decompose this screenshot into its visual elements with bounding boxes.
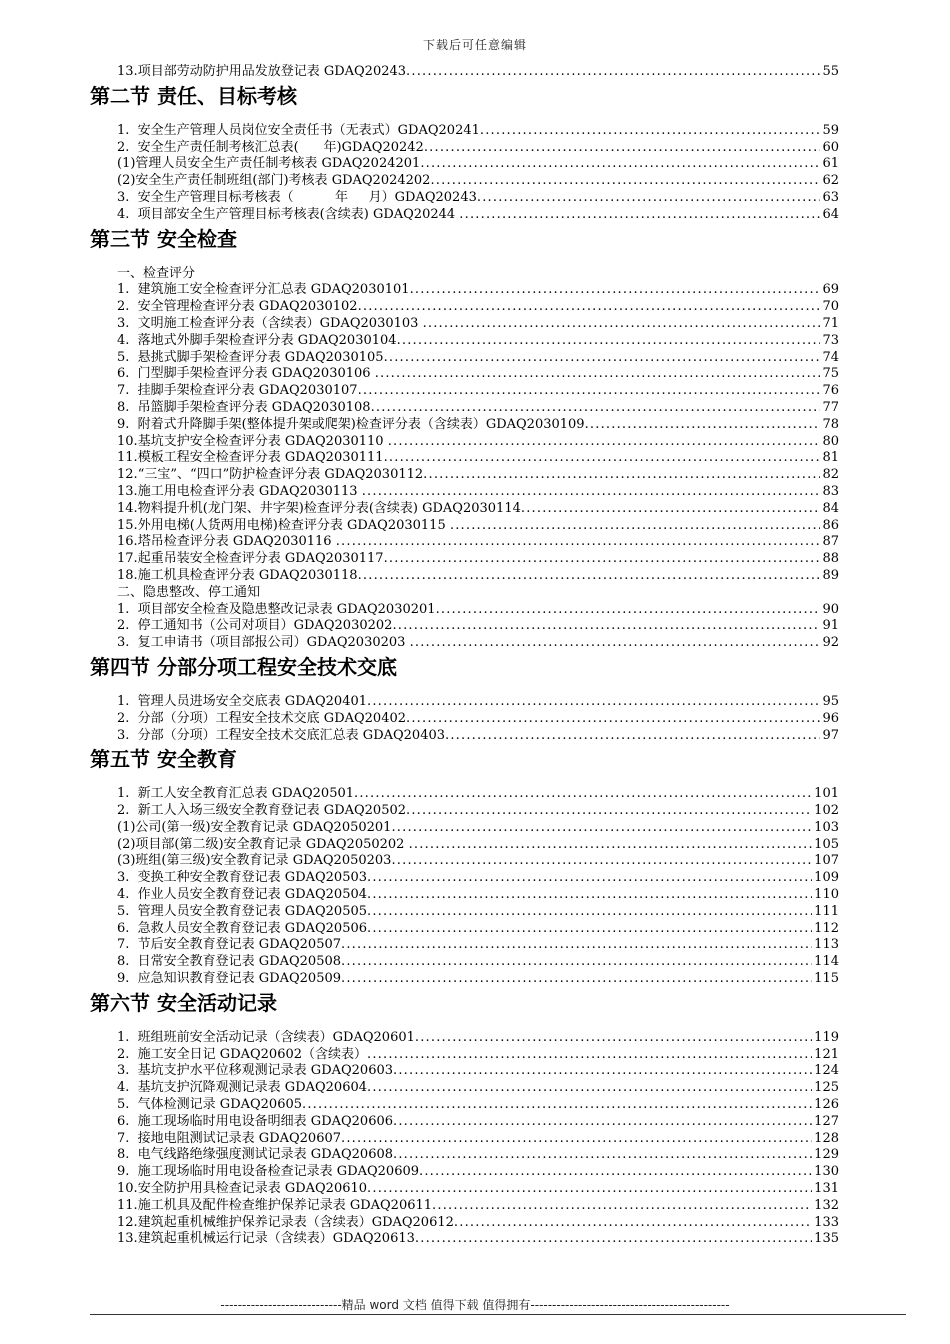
toc-entry-title: 施工现场临时用电设备明细表 GDAQ20606 [137,1113,394,1129]
toc-entry-number: 16. [117,534,138,550]
toc-page-number: 92 [822,635,839,651]
toc-entry-title: 作业人员安全教育登记表 GDAQ20504 [137,887,368,903]
toc-page-number: 69 [822,282,839,298]
toc-entry-title: (2)安全生产责任制班组(部门)考核表 GDAQ2024202 [117,173,431,189]
toc-entry-number: 11. [117,1197,138,1213]
toc-entry-number: 13. [117,64,138,79]
toc-entry-number: 17. [117,551,138,567]
toc-page-number: 62 [822,173,839,189]
footer-text: ----------------------------精品 word 文档 值得下载 值得拥有---------------------------------------------- [220,1298,730,1312]
toc-leader-dots [420,156,820,173]
toc-entry[interactable] [117,534,839,551]
toc-entry[interactable] [117,635,839,652]
toc-entry-title: 班组班前安全活动记录（含续表）GDAQ20601 [137,1029,415,1045]
toc-page-number: 112 [814,920,839,936]
toc-leader-dots [375,366,821,383]
toc-entry-number: 2. [117,139,138,155]
toc-entry-title: 挂脚手架检查评分表 GDAQ2030107 [137,383,358,399]
subsection-label-text: 二、隐患整改、停工通知 [117,584,261,600]
toc-entry-number: 8. [117,399,138,415]
toc-entry[interactable] [117,1231,839,1248]
toc-page-number: 73 [822,332,839,348]
toc-entry-number: 10. [117,1181,138,1197]
toc-entry-number: 12. [117,467,138,483]
toc-page-number: 84 [822,500,839,516]
toc-entry-title: 新工人入场三级安全教育登记表 GDAQ20502 [137,803,407,819]
toc-entry-number: 1. [117,122,138,138]
section-heading: 第三节 安全检查 [90,226,237,251]
toc-leader-dots [391,820,812,837]
toc-page-number: 131 [814,1181,839,1197]
toc-leader-dots [367,694,820,711]
toc-entry-number: 3. [117,635,138,651]
toc-entry-number: 6. [117,920,138,936]
toc-leader-dots [393,1147,812,1164]
toc-entry[interactable] [117,1147,839,1164]
toc-entry-title: “三宝”、“四口”防护检查评分表 GDAQ2030112 [137,467,424,483]
toc-entry-number: 12. [117,1214,138,1230]
toc-page-number: 95 [822,693,839,709]
toc-entry-number: 1. [117,601,138,617]
toc-entry-title: 基坑支护水平位移观测记录表 GDAQ20603 [137,1063,394,1079]
toc-leader-dots [341,954,812,971]
toc-entry-title: 停工通知书（公司对项目）GDAQ2030202 [137,618,393,634]
toc-entry-title: 分部（分项）工程安全技术交底 GDAQ20402 [137,710,407,726]
toc-entry-title: 附着式升降脚手架(整体提升架或爬架)检查评分表（含续表）GDAQ2030109 [137,416,585,432]
toc-leader-dots [423,467,820,484]
toc-leader-dots [393,1114,812,1131]
toc-leader-dots [410,635,821,652]
toc-entry-number: 1. [117,282,138,298]
toc-leader-dots [393,1063,812,1080]
section-heading: 第二节 责任、目标考核 [90,83,297,108]
toc-entry[interactable] [117,518,839,535]
toc-entry-title: 文明施工检查评分表（含续表）GDAQ2030103 [137,315,423,331]
toc-page-number: 110 [814,887,839,903]
toc-entry-number: 9. [117,1164,138,1180]
toc-entry-title: 门型脚手架检查评分表 GDAQ2030106 [137,366,375,382]
toc-entry-number: 7. [117,937,138,953]
toc-entry[interactable] [117,887,839,904]
toc-page-number: 126 [814,1097,839,1113]
toc-leader-dots [585,417,821,434]
toc-entry[interactable] [117,568,839,585]
toc-entry-number: 14. [117,500,138,516]
toc-leader-dots [367,921,812,938]
toc-leader-dots [341,937,812,954]
toc-entry[interactable] [117,316,839,333]
toc-entry-title: 建筑起重机械运行记录（含续表）GDAQ20613 [137,1231,415,1247]
toc-entry[interactable] [117,366,839,383]
toc-entry[interactable] [117,820,839,837]
toc-entry-title: 施工机具及配件检查维护保养记录表 GDAQ20611 [137,1197,433,1213]
toc-page-number: 76 [822,383,839,399]
toc-page-number: 96 [822,710,839,726]
toc-leader-dots [384,551,821,568]
toc-entry-title: 分部（分项）工程安全技术交底汇总表 GDAQ20403 [137,727,446,743]
toc-entry[interactable] [117,333,839,350]
toc-leader-dots [521,501,821,518]
toc-entry-number: 9. [117,416,138,432]
toc-leader-dots [450,518,821,535]
toc-entry[interactable] [117,140,839,157]
toc-leader-dots [367,1080,812,1097]
toc-entry-title: 安全管理检查评分表 GDAQ2030102 [137,299,358,315]
toc-entry-number: 4. [117,206,138,222]
toc-entry[interactable] [117,173,839,190]
toc-entry-number: 11. [117,450,138,466]
toc-entry-title: 外用电梯(人货两用电梯)检查评分表 GDAQ2030115 [137,517,450,533]
toc-leader-dots [454,1215,812,1232]
toc-entry[interactable] [117,383,839,400]
toc-page-number: 70 [822,299,839,315]
toc-entry-title: 接地电阻测试记录表 GDAQ20607 [137,1130,342,1146]
toc-page-number: 128 [814,1130,839,1146]
toc-entry-number: 6. [117,366,138,382]
toc-leader-dots [419,1164,812,1181]
toc-entry-number: 5. [117,349,138,365]
toc-entry-title: 变换工种安全教育登记表 GDAQ20503 [137,870,368,886]
toc-page-number: 121 [814,1046,839,1062]
toc-leader-dots [358,383,821,400]
toc-entry-title: 建筑施工安全检查评分汇总表 GDAQ2030101 [137,282,410,298]
toc-page-number: 86 [822,517,839,533]
toc-leader-dots [392,618,820,635]
toc-page-number: 71 [822,315,839,331]
toc-leader-dots [367,887,812,904]
toc-entry-title: 管理人员安全教育登记表 GDAQ20505 [137,903,368,919]
toc-entry-number: 2. [117,803,138,819]
toc-entry-title: 复工申请书（项目部报公司）GDAQ2030203 [137,635,410,651]
toc-entry-title: 落地式外脚手架检查评分表 GDAQ2030104 [137,332,397,348]
subsection-label [117,266,839,283]
toc-entry-number: 18. [117,567,138,583]
toc-entry[interactable] [117,190,839,207]
toc-leader-dots [358,299,821,316]
toc-page-number: 89 [822,567,839,583]
toc-entry-number: 5. [117,903,138,919]
toc-entry-title: 项目部安全检查及隐患整改记录表 GDAQ2030201 [137,601,436,617]
toc-page-number: 102 [814,803,839,819]
toc-entry[interactable] [117,853,839,870]
toc-entry-title: 安全生产管理人员岗位安全责任书（无表式）GDAQ20241 [137,122,480,138]
toc-page-number: 124 [814,1063,839,1079]
toc-entry-title: 管理人员进场安全交底表 GDAQ20401 [137,693,368,709]
toc-leader-dots [367,904,812,921]
toc-entry-title: 施工机具检查评分表 GDAQ2030118 [137,567,358,583]
toc-entry-title: (3)班组(第三级)安全教育记录 GDAQ2050203 [117,853,392,869]
toc-entry[interactable] [117,1030,839,1047]
toc-entry[interactable] [117,618,839,635]
toc-entry-number: 4. [117,1080,138,1096]
toc-entry-number: 2. [117,1046,138,1062]
section-heading: 第五节 安全教育 [90,747,237,772]
toc-page-number: 63 [822,189,839,205]
toc-entry[interactable] [117,921,839,938]
toc-entry[interactable] [117,602,839,619]
toc-leader-dots [388,434,821,451]
toc-leader-dots [397,333,821,350]
toc-leader-dots [406,64,820,81]
toc-entry-number: 3. [117,1063,138,1079]
toc-page-number: 80 [822,433,839,449]
toc-page-number: 135 [814,1231,839,1247]
toc-entry-title: 基坑支护安全检查评分表 GDAQ2030110 [137,433,388,449]
toc-entry-number: 1. [117,786,138,802]
toc-entry-title: 塔吊检查评分表 GDAQ2030116 [137,534,336,550]
toc-entry[interactable] [117,1080,839,1097]
toc-leader-dots [358,568,821,585]
toc-entry-title: (1)公司(第一级)安全教育记录 GDAQ2050201 [117,819,392,835]
toc-entry[interactable] [117,694,839,711]
toc-entry-title: 施工安全日记 GDAQ20602（含续表） [137,1046,368,1062]
toc-entry[interactable] [117,299,839,316]
toc-entry-title: 急救人员安全教育登记表 GDAQ20506 [137,920,368,936]
toc-leader-dots [341,1131,812,1148]
toc-entry-number: 3. [117,727,138,743]
toc-leader-dots [367,870,812,887]
toc-leader-dots [477,190,821,207]
toc-page-number: 109 [814,870,839,886]
toc-page-number: 75 [822,366,839,382]
toc-leader-dots [432,1198,812,1215]
toc-entry-title: 项目部安全生产管理目标考核表(含续表) GDAQ20244 [137,206,460,222]
toc-entry-number: 13. [117,1231,138,1247]
toc-entry-number: 9. [117,971,138,987]
toc-entry[interactable] [117,501,839,518]
section-heading: 第六节 安全活动记录 [90,990,277,1015]
toc-entry-number: 4. [117,887,138,903]
toc-page-number: 101 [814,786,839,802]
toc-page-number: 74 [822,349,839,365]
toc-entry-title: 起重吊装安全检查评分表 GDAQ2030117 [137,551,384,567]
header-note: 下载后可任意编辑 [422,38,527,52]
subsection-label-text: 一、检查评分 [117,265,196,281]
toc-entry-number: 2. [117,299,138,315]
toc-entry-title: 吊篮脚手架检查评分表 GDAQ2030108 [137,399,371,415]
toc-page-number: 105 [814,836,839,852]
section-spacer [117,682,839,694]
section-heading: 第四节 分部分项工程安全技术交底 [90,654,397,679]
toc-entry[interactable] [117,350,839,367]
toc-page-number: 87 [822,534,839,550]
toc-entry-number: 8. [117,954,138,970]
section-spacer [117,254,839,266]
toc-leader-dots [423,316,821,333]
toc-entry[interactable] [117,64,839,81]
toc-leader-dots [371,400,821,417]
toc-entry-title: 施工用电检查评分表 GDAQ2030113 [137,483,362,499]
toc-leader-dots [445,728,820,745]
toc-entry-number: 5. [117,1097,138,1113]
toc-entry-title: (2)项目部(第二级)安全教育记录 GDAQ2050202 [117,836,409,852]
toc-page-number: 90 [822,601,839,617]
toc-entry[interactable] [117,450,839,467]
toc-page-number: 113 [814,937,839,953]
toc-leader-dots [354,786,812,803]
toc-leader-dots [410,282,821,299]
toc-entry-number: 1. [117,693,138,709]
toc-page-number: 61 [822,156,839,172]
toc-entry[interactable] [117,786,839,803]
toc-page-number: 103 [814,819,839,835]
toc-page-number: 111 [814,903,839,919]
toc-entry[interactable] [117,711,839,728]
toc-page-number: 107 [814,853,839,869]
toc-entry[interactable] [117,282,839,299]
toc-entry-number: 15. [117,517,138,533]
toc-entry[interactable] [117,870,839,887]
toc-leader-dots [415,1231,812,1248]
toc-entry[interactable] [117,156,839,173]
toc-page-number: 83 [822,483,839,499]
toc-page-number: 77 [822,399,839,415]
toc-entry-number: 3. [117,315,138,331]
footer-rule [90,1314,906,1315]
toc-page-number: 78 [822,416,839,432]
toc-page-number: 91 [822,618,839,634]
toc-leader-dots [384,350,821,367]
toc-page-number: 119 [814,1029,839,1045]
toc-entry[interactable] [117,937,839,954]
toc-entry[interactable] [117,1114,839,1131]
toc-entry[interactable] [117,123,839,140]
toc-entry-title: 模板工程安全检查评分表 GDAQ2030111 [137,450,384,466]
toc-entry[interactable] [117,1181,839,1198]
toc-entry[interactable] [117,1063,839,1080]
toc-entry-title: (1)管理人员安全生产责任制考核表 GDAQ2024201 [117,156,421,172]
toc-leader-dots [362,484,821,501]
toc-entry[interactable] [117,728,839,745]
toc-entry-title: 安全防护用具检查记录表 GDAQ20610 [137,1181,368,1197]
section-spacer [117,1018,839,1030]
toc-entry-number: 8. [117,1147,138,1163]
toc-leader-dots [480,123,821,140]
toc-leader-dots [424,140,821,157]
toc-entry[interactable] [117,954,839,971]
toc-entry[interactable] [117,904,839,921]
toc-page-number: 64 [822,206,839,222]
toc-page-number: 81 [822,450,839,466]
toc-entry-number: 10. [117,433,138,449]
toc-leader-dots [336,534,821,551]
toc-entry-number: 3. [117,189,138,205]
toc-entry-title: 施工现场临时用电设备检查记录表 GDAQ20609 [137,1164,420,1180]
toc-entry-title: 新工人安全教育汇总表 GDAQ20501 [137,786,355,802]
toc-page-number: 133 [814,1214,839,1230]
toc-leader-dots [459,207,820,224]
toc-page-number: 97 [822,727,839,743]
toc-leader-dots [367,1047,812,1064]
toc-entry-title: 安全生产管理目标考核表（ 年 月）GDAQ20243 [137,189,477,205]
toc-entry-number: 13. [117,483,138,499]
toc-entry-number: 3. [117,870,138,886]
section-spacer [117,774,839,786]
toc-entry-title: 基坑支护沉降观测记录表 GDAQ20604 [137,1080,368,1096]
toc-entry-title: 安全生产责任制考核汇总表( 年)GDAQ20242 [137,139,424,155]
toc-page-number: 115 [814,971,839,987]
toc-leader-dots [341,971,812,988]
toc-entry-title: 气体检测记录 GDAQ20605 [137,1097,303,1113]
toc-page-number: 127 [814,1113,839,1129]
toc-entry-title: 日常安全教育登记表 GDAQ20508 [137,954,342,970]
toc-leader-dots [367,1181,812,1198]
toc-leader-dots [406,711,820,728]
toc-page-number: 130 [814,1164,839,1180]
toc-entry-number: 7. [117,1130,138,1146]
toc-entry[interactable] [117,837,839,854]
toc-entry-title: 应急知识教育登记表 GDAQ20509 [137,971,342,987]
toc-entry-title: 电气线路绝缘强度测试记录表 GDAQ20608 [137,1147,394,1163]
toc-entry-number: 4. [117,332,138,348]
toc-entry[interactable] [117,400,839,417]
toc-entry-number: 2. [117,710,138,726]
toc-entry[interactable] [117,207,839,224]
toc-entry[interactable] [117,1047,839,1064]
toc-entry-number: 6. [117,1113,138,1129]
toc-entry-title: 节后安全教育登记表 GDAQ20507 [137,937,342,953]
toc-entry-title: 悬挑式脚手架检查评分表 GDAQ2030105 [137,349,384,365]
toc-leader-dots [302,1097,812,1114]
toc-entry[interactable] [117,1198,839,1215]
toc-entry-title: 建筑起重机械维护保养记录表（含续表）GDAQ20612 [137,1214,454,1230]
toc-entry[interactable] [117,1097,839,1114]
toc-page-number: 59 [822,122,839,138]
toc-entry[interactable] [117,971,839,988]
toc-entry-number: 7. [117,383,138,399]
toc-entry-title: 项目部劳动防护用品发放登记表 GDAQ20243 [137,64,407,79]
toc-leader-dots [409,837,813,854]
toc-entry-number: 1. [117,1029,138,1045]
toc-leader-dots [430,173,820,190]
toc-page-number: 60 [822,139,839,155]
table-of-contents [90,64,839,1248]
section-spacer [117,111,839,123]
toc-page-number: 88 [822,551,839,567]
toc-leader-dots [384,450,821,467]
toc-page-number: 129 [814,1147,839,1163]
toc-page-number: 125 [814,1080,839,1096]
subsection-label [117,585,839,602]
toc-leader-dots [436,602,821,619]
toc-leader-dots [391,853,812,870]
toc-entry[interactable] [117,467,839,484]
toc-entry[interactable] [117,1131,839,1148]
toc-page-number: 132 [814,1197,839,1213]
toc-page-number: 55 [822,64,839,79]
toc-entry[interactable] [117,803,839,820]
toc-page-number: 82 [822,467,839,483]
toc-page-number: 114 [814,954,839,970]
toc-entry[interactable] [117,434,839,451]
toc-entry[interactable] [117,484,839,501]
toc-entry[interactable] [117,1164,839,1181]
toc-entry[interactable] [117,551,839,568]
toc-entry[interactable] [117,1215,839,1232]
toc-entry[interactable] [117,417,839,434]
toc-entry-title: 物料提升机(龙门架、井字架)检查评分表(含续表) GDAQ2030114 [137,500,521,516]
toc-leader-dots [406,803,812,820]
toc-leader-dots [415,1030,812,1047]
toc-entry-number: 2. [117,618,138,634]
